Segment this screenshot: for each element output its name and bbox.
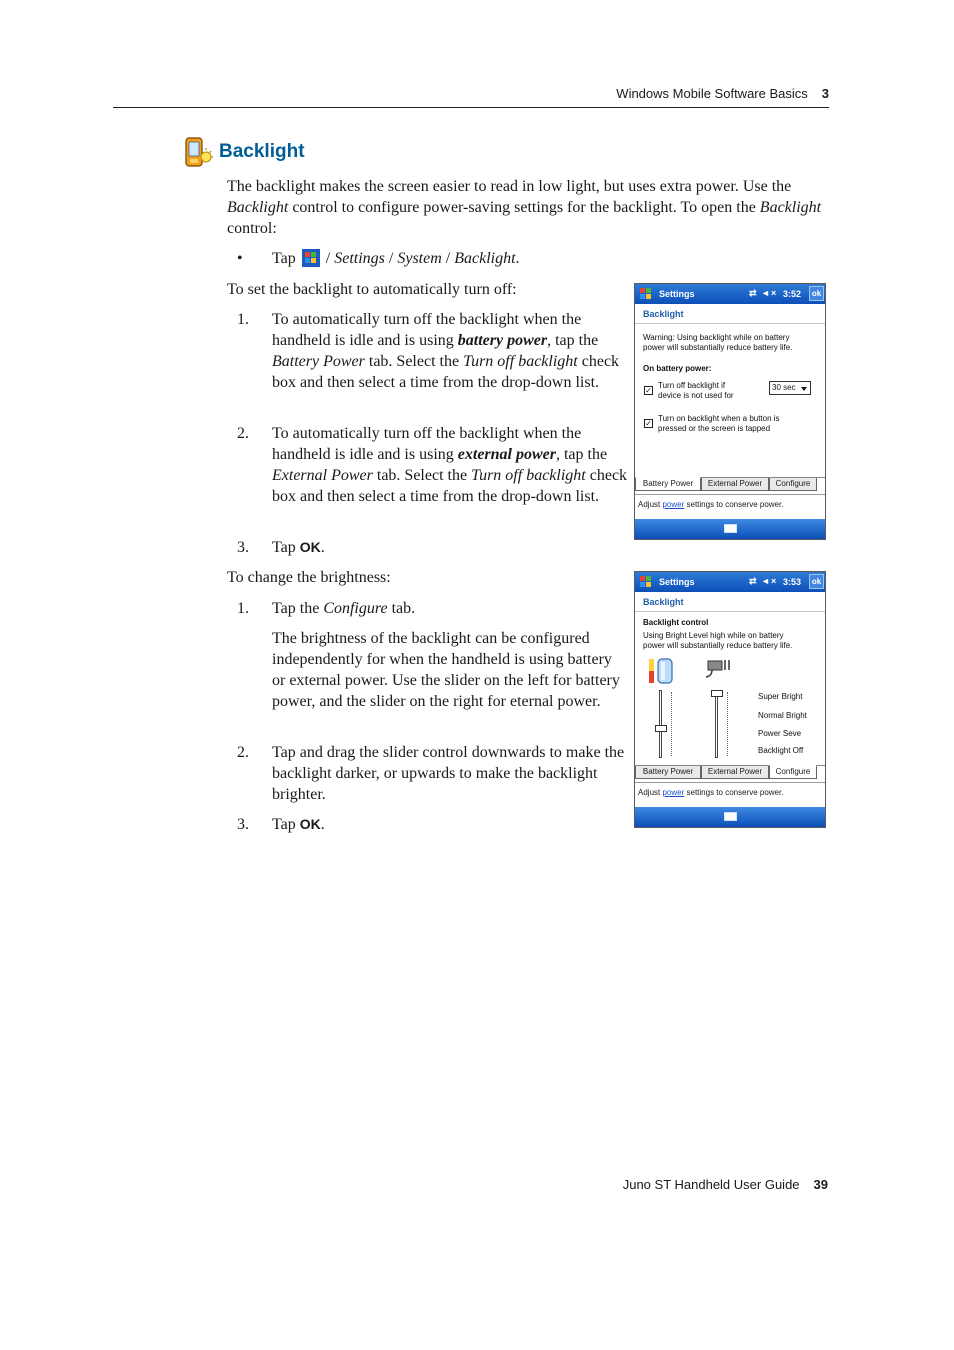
divider	[635, 494, 825, 495]
power-link[interactable]: power	[662, 500, 685, 509]
step-number: 2.	[237, 744, 249, 761]
turn-on-checkbox[interactable]: ✓	[645, 419, 652, 428]
screenshot-configure	[634, 571, 826, 828]
taskbar	[635, 807, 825, 827]
section-title: Backlight	[219, 141, 305, 162]
battery-slider-thumb[interactable]	[655, 725, 667, 732]
keyboard-icon[interactable]	[724, 524, 737, 533]
slider-ticks	[727, 692, 730, 756]
auto-off-step-1: To automatically turn off the backlight when the handheld is idle and is using battery power, tap the Battery Power tab. Select the Turn off backlight check box and then select a time from the drop-down list.	[272, 311, 620, 391]
warning-line-2: power will substantially reduce battery life.	[643, 343, 793, 352]
intro-paragraph: The backlight makes the screen easier to read in low light, but uses extra power. Use the Backlight control to configure power-saving settings for the backlight. To open the Backlight control:	[227, 178, 822, 237]
warning-line-2: power will substantially reduce battery life.	[643, 641, 793, 650]
screenshot-battery-power	[634, 283, 826, 540]
brightness-lead: To change the brightness:	[227, 569, 391, 586]
clock[interactable]: 3:53	[783, 577, 802, 587]
brightness-step-3: Tap OK.	[272, 816, 325, 833]
chapter-title: Windows Mobile Software Basics	[616, 86, 808, 101]
title-bar	[635, 572, 825, 592]
checkbox-label-line-1: Turn off backlight if	[658, 381, 726, 390]
clock[interactable]: 3:52	[783, 289, 802, 299]
screen-heading: Backlight	[643, 597, 684, 607]
checkbox-label-line-2: device is not used for	[658, 391, 734, 400]
brightness-step-2: Tap and drag the slider control downwards to make the backlight darker, or upwards to make the backlight brighter.	[272, 744, 625, 803]
subheading: On battery power:	[643, 364, 712, 373]
level-label: Super Bright	[758, 692, 803, 701]
connectivity-volume-icon[interactable]: ⇄ ◄×	[749, 288, 778, 298]
brightness-step-1-detail: The brightness of the backlight can be configured independently for when the handheld is using battery or external power. Use the slider on the left for battery power, and the slider on the right for eternal power.	[272, 630, 620, 710]
divider	[635, 323, 825, 324]
step-number: 2.	[237, 425, 249, 442]
start-flag-icon[interactable]	[639, 287, 653, 301]
divider	[635, 611, 825, 612]
tab-battery-power[interactable]: Battery Power	[635, 477, 701, 491]
keyboard-icon[interactable]	[724, 812, 737, 821]
auto-off-step-2: To automatically turn off the backlight when the handheld is idle and is using external power, tap the External Power tab. Select the Turn off backlight check box and then select a time from the drop-down list.	[272, 425, 628, 505]
ok-button[interactable]: ok	[809, 574, 824, 589]
dropdown-value: 30 sec	[772, 383, 796, 392]
auto-off-step-3: Tap OK.	[272, 539, 325, 556]
divider	[635, 782, 825, 783]
power-link[interactable]: power	[662, 788, 685, 797]
tab-configure[interactable]: Configure	[769, 765, 817, 779]
ac-adapter-icon	[705, 657, 731, 679]
app-title: Settings	[659, 577, 695, 587]
checkbox-label-line-1: Turn on backlight when a button is	[658, 414, 780, 423]
title-bar	[635, 284, 825, 304]
auto-off-lead: To set the backlight to automatically turn off:	[227, 281, 517, 298]
checkbox-label-line-2: pressed or the screen is tapped	[658, 424, 771, 433]
footer-text: Adjust power settings to conserve power.	[638, 500, 784, 509]
start-flag-icon	[302, 249, 320, 267]
step-number: 3.	[237, 816, 249, 833]
ok-button[interactable]: ok	[809, 286, 824, 301]
app-title: Settings	[659, 289, 695, 299]
step-number: 1.	[237, 311, 249, 328]
subheading: Backlight control	[643, 618, 709, 627]
start-flag-icon[interactable]	[639, 575, 653, 589]
turn-off-checkbox[interactable]: ✓	[645, 386, 652, 395]
warning-line-1: Using Bright Level high while on battery	[643, 631, 784, 640]
step-number: 3.	[237, 539, 249, 556]
brightness-step-1: Tap the Configure tab.	[272, 600, 416, 617]
footer-text: Adjust power settings to conserve power.	[638, 788, 784, 797]
tab-battery-power[interactable]: Battery Power	[635, 766, 701, 779]
header-rule	[113, 107, 829, 108]
chapter-number: 3	[821, 86, 829, 101]
tab-bar	[635, 765, 825, 780]
chevron-down-icon	[801, 387, 807, 391]
external-slider-thumb[interactable]	[711, 690, 723, 697]
taskbar	[635, 519, 825, 539]
warning-line-1: Warning: Using backlight while on battery	[643, 333, 790, 342]
battery-icon	[649, 657, 677, 685]
step-number: 1.	[237, 600, 249, 617]
slider-ticks	[671, 692, 674, 756]
tab-configure[interactable]: Configure	[769, 478, 817, 491]
tab-external-power[interactable]: External Power	[701, 766, 769, 779]
bullet: •	[237, 250, 243, 267]
open-path: Tap / Settings / System / Backlight.	[272, 250, 520, 267]
handheld-backlight-icon	[183, 136, 215, 170]
page-footer	[0, 1177, 828, 1192]
external-slider-track[interactable]	[715, 690, 718, 758]
connectivity-volume-icon[interactable]: ⇄ ◄×	[749, 576, 778, 586]
level-label: Power Seve	[758, 729, 802, 738]
tab-bar	[635, 477, 825, 492]
screen-heading: Backlight	[643, 309, 684, 319]
tab-external-power[interactable]: External Power	[701, 478, 769, 491]
guide-title: Juno ST Handheld User Guide	[622, 1177, 800, 1192]
timeout-dropdown[interactable]	[769, 381, 811, 395]
level-label: Normal Bright	[758, 711, 807, 720]
page-number: 39	[813, 1177, 828, 1192]
level-label: Backlight Off	[758, 746, 804, 755]
running-header	[0, 86, 829, 101]
